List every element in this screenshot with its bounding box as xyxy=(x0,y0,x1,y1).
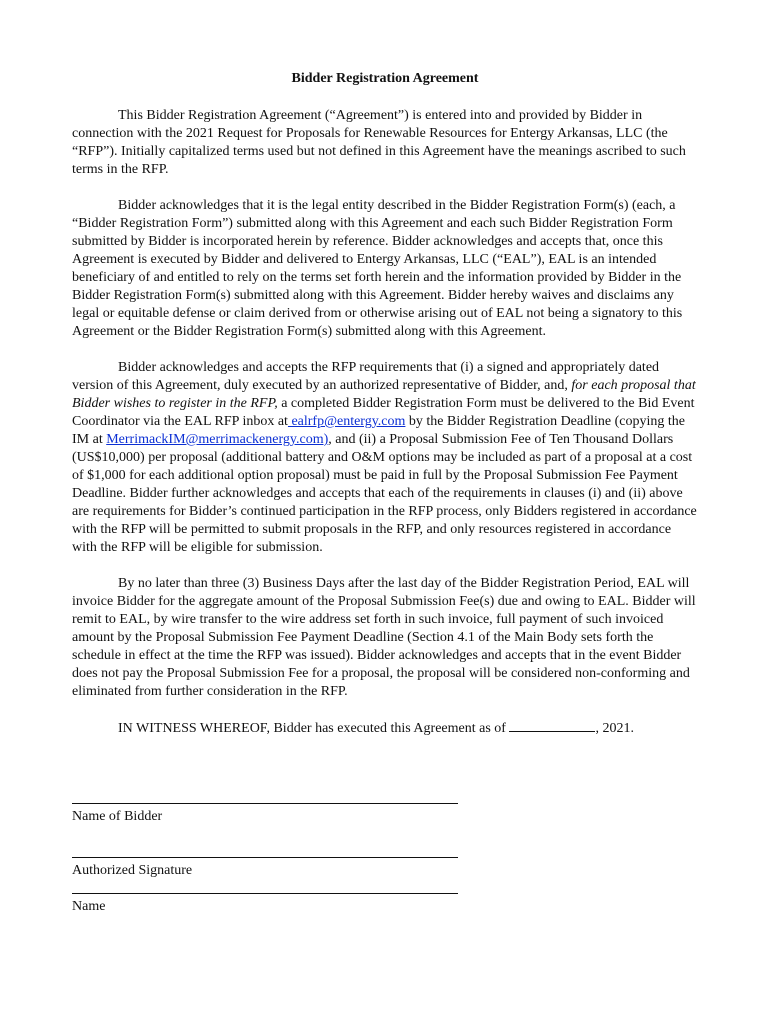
requirements-italic-text: for each proposal that Bidder wishes to register in the RFP, xyxy=(72,378,696,411)
merrimack-email-link[interactable]: MerrimackIM@merrimackenergy.com) xyxy=(106,432,329,447)
witness-year: , 2021. xyxy=(595,721,634,736)
requirements-text-1: Bidder acknowledges and accepts the RFP requirements that (i) a signed and appropriately dated version of this Agreement, duly executed by an authorized representative of Bidder, and, xyxy=(72,360,660,393)
date-blank[interactable] xyxy=(509,719,595,732)
authorized-signature-block xyxy=(72,857,458,880)
paragraph-intro: This Bidder Registration Agreement (“Agreement”) is entered into and provided by Bidder in connection with the 2021 Request for Proposals for Renewable Resources for Entergy Arkansas, LLC (the “RFP”). Initially capitalized terms used but not defined in this Agreement have the meanings ascribed to such terms in the RFP. xyxy=(72,108,686,177)
name-of-bidder-line[interactable] xyxy=(72,803,458,804)
paragraph-requirements xyxy=(72,359,698,557)
paragraph-invoice: By no later than three (3) Business Days after the last day of the Bidder Registration Period, EAL will invoice Bidder for the aggregate amount of the Proposal Submission Fee(s) due and owing to EAL. Bidder will remit to EAL, by wire transfer to the wire address set forth in such invoice, full payment of such invoiced amount by the Proposal Submission Fee Payment Deadline (Section 4.1 of the Main Body sets forth the schedule in effect at the time the RFP was issued). Bidder acknowledges and accepts that in the event Bidder does not pay the Proposal Submission Fee for a proposal, the proposal will be considered non-conforming and eliminated from further consideration in the RFP. xyxy=(72,576,696,699)
document-title: Bidder Registration Agreement xyxy=(291,71,479,86)
name-of-bidder-label: Name of Bidder xyxy=(72,809,163,824)
witness-line xyxy=(72,719,698,738)
requirements-text-4: , and (ii) a Proposal Submission Fee of Ten Thousand Dollars (US$10,000) per proposal (additional battery and O&M options may be included as part of a proposal at a cost of $1,000 for each additional option proposal) must be paid in full by the Proposal Submission Fee Payment Deadline. Bidder further acknowledges and accepts that each of the requirements in clauses (i) and (ii) above are requirements for Bidder’s continued participation in the RFP process, only Bidders registered in accordance with the RFP will be permitted to submit proposals in the RFP, and only resources registered in accordance with the RFP will be eligible for submission. xyxy=(72,432,697,555)
paragraph-acknowledgement: Bidder acknowledges that it is the legal entity described in the Bidder Registration Form(s) (each, a “Bidder Registration Form”) submitted along with this Agreement and each such Bidder Registration Form submitted by Bidder is incorporated herein by reference. Bidder acknowledges and accepts that, once this Agreement is executed by Bidder and delivered to Entergy Arkansas, LLC (“EAL”), EAL is an intended beneficiary of and entitled to rely on the terms set forth herein and the information provided by Bidder in the Bidder Registration Form(s) submitted along with this Agreement. Bidder hereby waives and disclaims any legal or equitable defense or claim derived from or otherwise arising out of EAL not being a signatory to this Agreement or the Bidder Registration Form(s) submitted along with this Agreement. xyxy=(72,198,683,339)
authorized-signature-line[interactable] xyxy=(72,857,458,858)
name-label: Name xyxy=(72,899,106,914)
name-line[interactable] xyxy=(72,893,458,894)
authorized-signature-label: Authorized Signature xyxy=(72,863,193,878)
requirements-text-3: by the Bidder Registration Deadline (copying the IM at xyxy=(72,414,685,447)
name-block xyxy=(72,893,458,916)
witness-text: IN WITNESS WHEREOF, Bidder has executed this Agreement as of xyxy=(118,721,510,736)
requirements-text-2: a completed Bidder Registration Form must be delivered to the Bid Event Coordinator via the EAL RFP inbox at xyxy=(72,396,695,429)
ealrfp-email-link[interactable]: ealrfp@entergy.com xyxy=(287,414,406,429)
name-of-bidder-block xyxy=(72,803,458,826)
